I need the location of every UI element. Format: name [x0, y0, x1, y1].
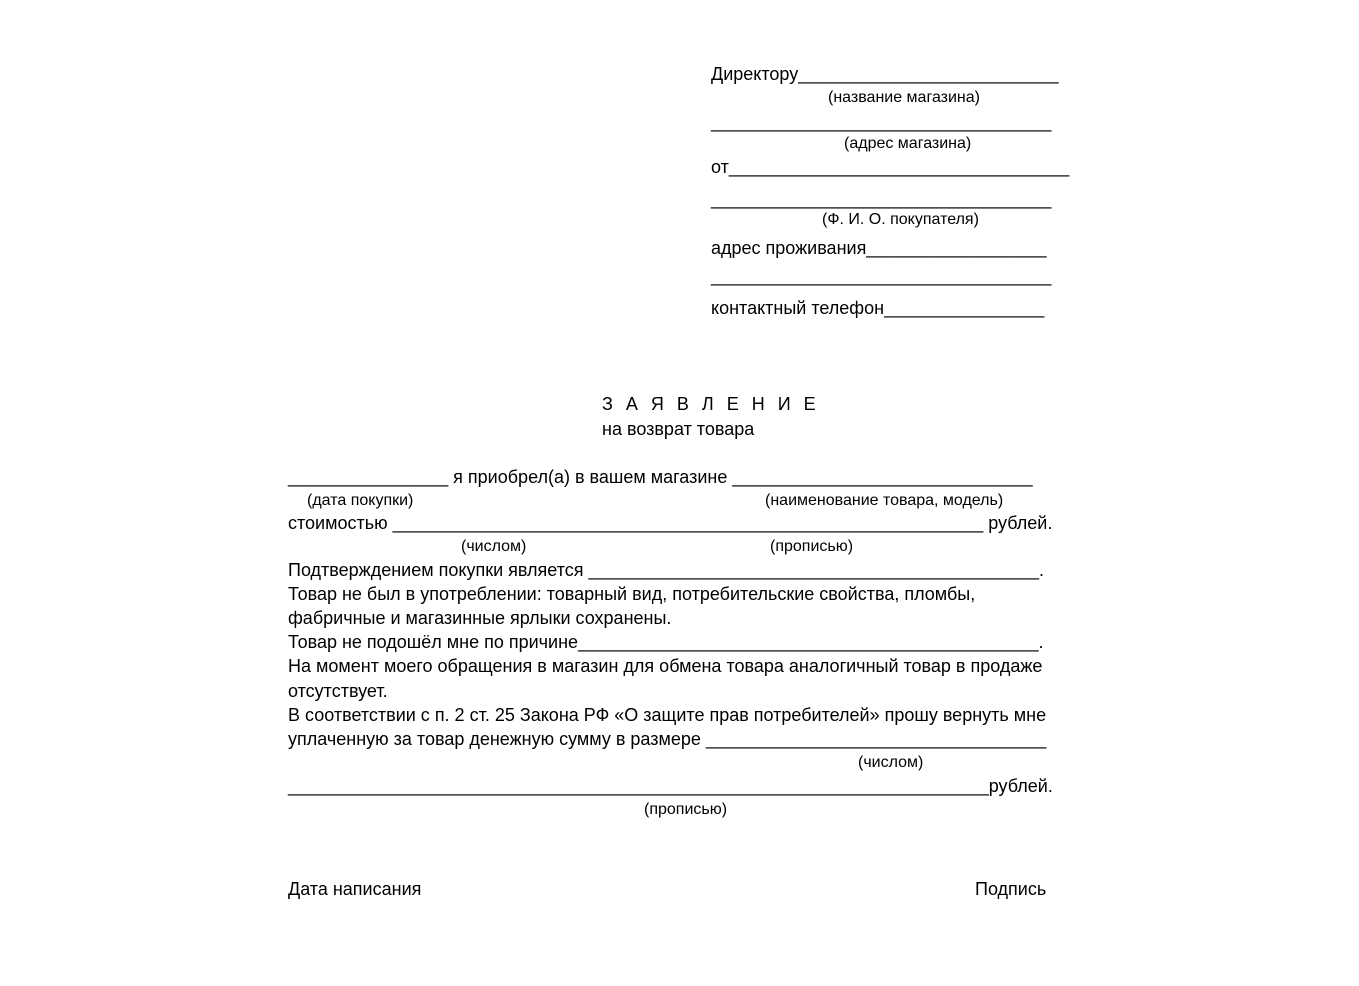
document-subtitle: на возврат товара: [602, 419, 755, 439]
phone-line: контактный телефон________________: [711, 298, 1045, 318]
cost-number-caption: (числом): [461, 538, 527, 555]
law-line-2: уплаченную за товар денежную сумму в размере __________________________________: [288, 729, 1047, 749]
buyer-name-line: __________________________________: [711, 189, 1052, 209]
date-label: Дата написания: [288, 879, 422, 899]
residence-line: адрес проживания__________________: [711, 238, 1047, 258]
product-caption: (наименование товара, модель): [765, 492, 1004, 509]
document-title: З А Я В Л Е Н И Е: [602, 394, 820, 414]
refund-words-caption: (прописью): [644, 801, 728, 818]
law-line-1: В соответствии с п. 2 ст. 25 Закона РФ «О защите прав потребителей» прошу вернуть мне: [288, 705, 1047, 725]
signature-label: Подпись: [975, 879, 1047, 899]
store-address-line: __________________________________: [711, 112, 1052, 132]
store-address-caption: (адрес магазина): [844, 135, 972, 152]
cost-words-caption: (прописью): [770, 538, 854, 555]
absence-line-1: На момент моего обращения в магазин для обмена товара аналогичный товар в продаже: [288, 656, 1043, 676]
cost-line: стоимостью ___________________________________________________________ рублей.: [288, 513, 1053, 533]
store-name-caption: (название магазина): [828, 89, 980, 106]
residence-line-2: __________________________________: [711, 266, 1052, 286]
not-used-line-1: Товар не был в употреблении: товарный вид, потребительские свойства, пломбы,: [288, 584, 976, 604]
refund-number-caption: (числом): [858, 754, 924, 771]
purchase-date-caption: (дата покупки): [307, 492, 414, 509]
reason-line: Товар не подошёл мне по причине______________________________________________.: [288, 632, 1044, 652]
purchase-line: ________________ я приобрел(а) в вашем магазине ______________________________: [288, 467, 1033, 487]
refund-words-line: ______________________________________________________________________рублей.: [288, 776, 1053, 796]
director-line: Директору__________________________: [711, 64, 1059, 84]
absence-line-2: отсутствует.: [288, 681, 388, 701]
from-line: от__________________________________: [711, 157, 1070, 177]
not-used-line-2: фабричные и магазинные ярлыки сохранены.: [288, 608, 672, 628]
confirmation-line: Подтверждением покупки является _____________________________________________.: [288, 560, 1044, 580]
buyer-name-caption: (Ф. И. О. покупателя): [822, 211, 979, 228]
